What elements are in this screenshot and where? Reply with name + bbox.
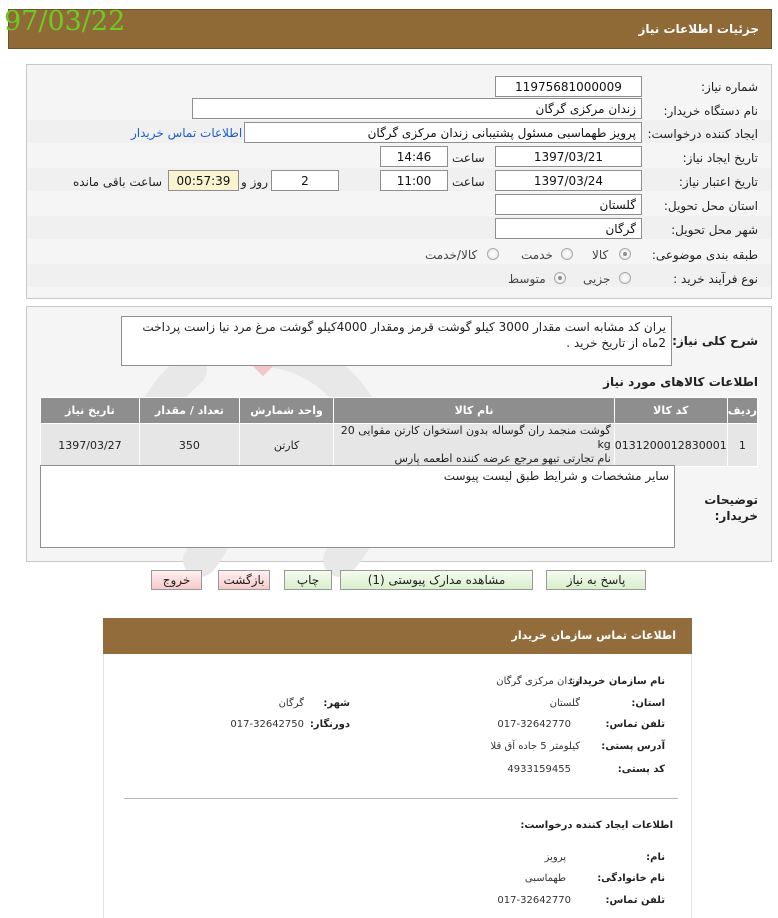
process-minor-radio[interactable] <box>619 272 631 284</box>
process-medium-label: متوسط <box>508 272 546 286</box>
items-title: اطلاعات کالاهای مورد نیاز <box>603 375 758 389</box>
province-label: استان محل تحویل: <box>663 199 758 213</box>
fax-label: دورنگار: <box>309 719 350 730</box>
items-header-row <box>41 398 758 424</box>
province-field: گلستان <box>495 194 642 215</box>
fax-value: 017-32642750 <box>230 719 304 730</box>
reply-button[interactable]: پاسخ به نیاز <box>546 570 646 590</box>
validity-date-field: 1397/03/24 <box>495 170 642 191</box>
validity-time-field: 11:00 <box>380 170 448 191</box>
print-button[interactable]: چاپ <box>284 570 332 590</box>
category-both-label: کالا/خدمت <box>425 248 478 262</box>
address-label: آدرس پستی: <box>601 741 665 752</box>
validity-time-label: ساعت <box>452 175 485 189</box>
city-field: گرگان <box>495 218 642 239</box>
remaining-days-field: 2 <box>271 170 339 191</box>
info-row-bg <box>27 216 771 239</box>
item-qty: 350 <box>139 424 239 467</box>
category-goods-label: کالا <box>592 248 609 262</box>
org-label: نام سازمان خریدار: <box>569 676 665 687</box>
row-number: 1 <box>727 424 757 467</box>
info-row-bg <box>27 264 771 287</box>
phone-value: 017-32642770 <box>497 719 571 730</box>
items-table <box>40 397 758 467</box>
item-name-cell <box>334 424 615 467</box>
contact-card-title: اطلاعات تماس سازمان خریدار <box>511 629 676 642</box>
category-goods-radio[interactable] <box>619 248 631 260</box>
creator-title: اطلاعات ایجاد کننده درخواست: <box>520 820 673 831</box>
address-value: کیلومتر 5 جاده آق قلا <box>490 741 580 752</box>
table-row <box>41 424 758 467</box>
buyer-notes-label: توضیحات خریدار: <box>704 493 758 523</box>
back-button[interactable]: بازگشت <box>218 570 270 590</box>
description-label: شرح کلی نیاز: <box>672 334 758 348</box>
province-label: استان: <box>631 698 665 709</box>
process-minor-label: جزیی <box>583 272 611 286</box>
creator-family-value: طهماسبی <box>524 873 566 884</box>
buyer-contact-link[interactable]: اطلاعات تماس خریدار <box>131 126 243 140</box>
item-brand: نام تجارتی تیهو مرجع عرضه کننده اطعمه پارس <box>394 452 611 465</box>
col-row-header: ردیف <box>727 398 757 424</box>
item-name: گوشت منجمد ران گوساله بدون استخوان کارتن مقوایی 20 kg <box>340 424 611 451</box>
remaining-label: ساعت باقی مانده <box>73 175 163 189</box>
creator-phone-value: 017-32642770 <box>497 895 571 906</box>
created-date-field: 1397/03/21 <box>495 146 642 167</box>
item-unit: کارتن <box>239 424 333 467</box>
process-medium-radio[interactable] <box>554 272 566 284</box>
category-both-radio[interactable] <box>487 248 499 260</box>
postal-label: کد پستی: <box>617 764 665 775</box>
item-date: 1397/03/27 <box>41 424 140 467</box>
col-name-header: نام کالا <box>334 398 615 424</box>
category-service-radio[interactable] <box>561 248 573 260</box>
city-label: شهر: <box>323 698 350 709</box>
created-time-field: 14:46 <box>380 146 448 167</box>
col-qty-header: تعداد / مقدار <box>139 398 239 424</box>
postal-value: 4933159455 <box>507 764 571 775</box>
creator-phone-label: تلفن تماس: <box>605 895 665 906</box>
col-code-header: کد کالا <box>614 398 727 424</box>
city-value: گرگان <box>278 698 304 709</box>
creator-family-label: نام خانوادگی: <box>597 873 665 884</box>
province-value: گلستان <box>549 698 580 709</box>
buyer-org-field: زندان مرکزی گرگان <box>192 98 642 119</box>
col-unit-header: واحد شمارش <box>239 398 333 424</box>
date-stamp: 97/03/22 <box>4 6 126 37</box>
phone-label: تلفن تماس: <box>605 719 665 730</box>
col-date-header: تاریخ نیاز <box>41 398 140 424</box>
exit-button[interactable]: خروج <box>151 570 202 590</box>
city-label: شهر محل تحویل: <box>671 223 758 237</box>
buyer-org-label: نام دستگاه خریدار: <box>663 104 758 118</box>
divider <box>124 798 678 799</box>
process-label: نوع فرآیند خرید : <box>673 272 758 286</box>
requester-label: ایجاد کننده درخواست: <box>647 127 758 141</box>
contact-card-header <box>103 618 692 654</box>
requester-field: پرویز طهماسبی مسئول پشتیبانی زندان مرکزی گرگان <box>244 122 642 143</box>
need-number-field: 11975681000009 <box>495 76 642 97</box>
validity-date-label: تاریخ اعتبار نیاز: <box>678 175 758 189</box>
remaining-time-field: 00:57:39 <box>168 170 239 191</box>
view-docs-button[interactable]: مشاهده مدارک پیوستی (1) <box>340 570 533 590</box>
item-code: 0131200012830001 <box>614 424 727 467</box>
need-number-label: شماره نیاز: <box>701 80 758 94</box>
created-date-label: تاریخ ایجاد نیاز: <box>682 151 758 165</box>
category-service-label: خدمت <box>521 248 553 262</box>
page-title: جزئیات اطلاعات نیاز <box>638 22 759 36</box>
org-value: زندان مرکزی گرگان <box>496 676 580 687</box>
description-text: یران کد مشابه است مقدار 3000 کیلو گوشت قرمز ومقدار 4000کیلو گوشت مرغ مرد نیا زاست پرداخت 2ماه از تاریخ خرید . <box>121 316 672 366</box>
creator-name-value: پرویز <box>544 852 566 863</box>
creator-name-label: نام: <box>646 852 665 863</box>
buyer-notes-text: سایر مشخصات و شرایط طبق لیست پیوست <box>40 465 675 548</box>
days-label: روز و <box>241 175 268 189</box>
created-time-label: ساعت <box>452 151 485 165</box>
category-label: طبقه بندی موضوعی: <box>651 248 758 262</box>
